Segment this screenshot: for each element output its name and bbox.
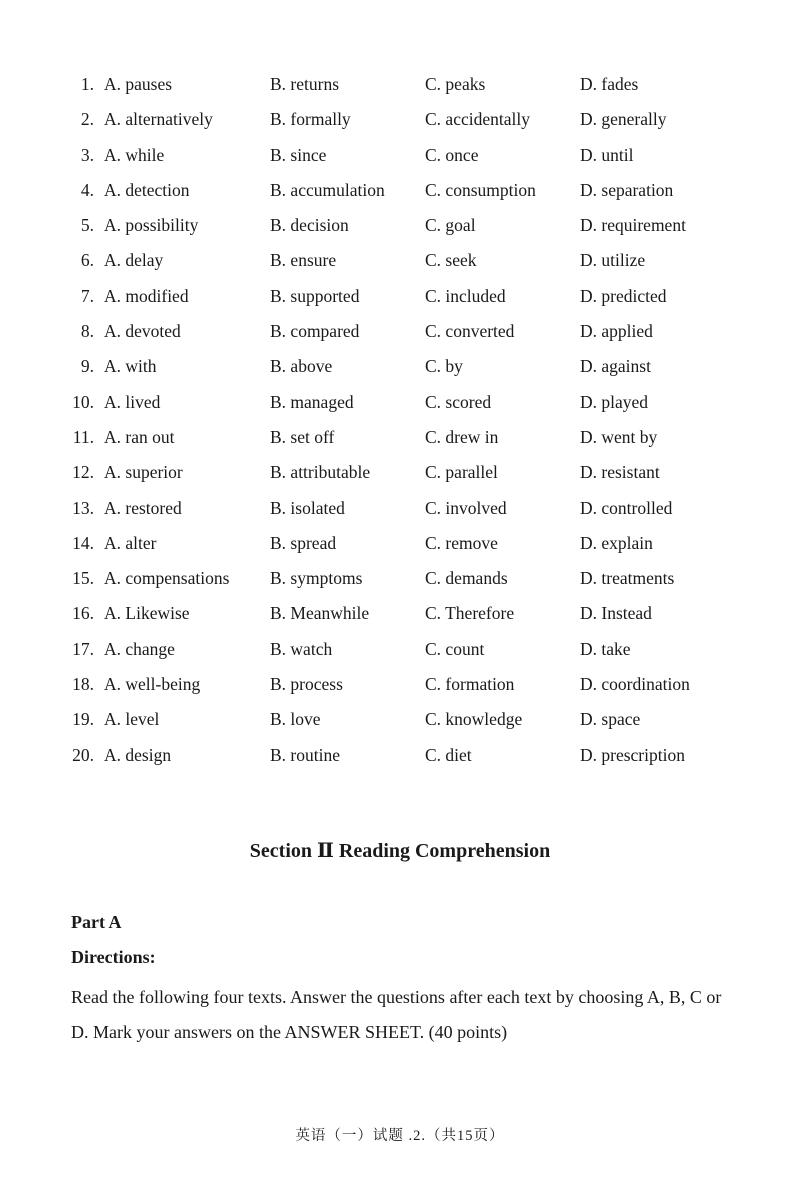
answer-options-list	[0, 67, 800, 773]
question-row	[0, 596, 800, 631]
question-row	[0, 173, 800, 208]
question-number: 5.	[80, 215, 94, 236]
option-b: B. decision	[270, 215, 349, 236]
option-b: B. formally	[270, 109, 351, 130]
option-c: C. converted	[425, 321, 515, 342]
option-c: C. seek	[425, 250, 477, 271]
option-b: B. isolated	[270, 497, 345, 518]
option-b: B. set off	[270, 426, 335, 447]
page-footer: 英语（一）试题 .2.（共15页）	[295, 1128, 505, 1144]
option-b: B. process	[270, 674, 343, 695]
option-a: A. alternatively	[104, 109, 213, 130]
question-row	[0, 491, 800, 526]
question-row	[0, 455, 800, 490]
question-number: 3.	[80, 144, 94, 165]
option-b: B. attributable	[270, 462, 371, 483]
option-c: C. accidentally	[425, 109, 530, 130]
question-number: 14.	[72, 532, 94, 553]
option-b: B. routine	[270, 744, 340, 765]
question-number: 18.	[72, 674, 94, 695]
question-row	[0, 738, 800, 773]
option-a: A. well-being	[104, 674, 201, 695]
option-d: D. resistant	[580, 462, 660, 483]
option-d: D. requirement	[580, 215, 686, 236]
option-b: B. symptoms	[270, 568, 363, 589]
option-d: D. treatments	[580, 568, 675, 589]
question-row	[0, 420, 800, 455]
question-row	[0, 314, 800, 349]
directions-label: Directions:	[71, 947, 156, 967]
option-c: C. peaks	[425, 74, 486, 94]
part-heading: Part A	[71, 912, 122, 932]
question-row	[0, 243, 800, 278]
option-a: A. possibility	[104, 215, 199, 236]
option-d: D. against	[580, 356, 651, 377]
option-a: A. compensations	[104, 568, 230, 589]
question-row	[0, 385, 800, 420]
question-number: 8.	[80, 321, 94, 342]
option-b: B. compared	[270, 321, 360, 342]
option-c: C. diet	[425, 744, 472, 765]
option-d: D. until	[580, 144, 634, 165]
option-c: C. demands	[425, 568, 508, 589]
question-row	[0, 208, 800, 243]
option-a: A. modified	[104, 285, 189, 306]
option-a: A. level	[104, 709, 160, 730]
option-a: A. ran out	[104, 426, 175, 447]
question-number: 9.	[80, 356, 94, 377]
option-a: A. Likewise	[104, 603, 190, 624]
question-number: 16.	[72, 603, 94, 624]
option-c: C. once	[425, 144, 479, 165]
option-a: A. detection	[104, 179, 190, 200]
section-title: Section Ⅱ Reading Comprehension	[249, 840, 551, 862]
question-number: 4.	[80, 179, 94, 200]
option-a: A. with	[104, 356, 157, 377]
option-b: B. love	[270, 709, 321, 730]
option-b: B. managed	[270, 391, 354, 412]
option-d: D. fades	[580, 74, 639, 94]
question-row	[0, 102, 800, 137]
option-a: A. devoted	[104, 321, 181, 342]
option-d: D. coordination	[580, 674, 690, 695]
option-a: A. design	[104, 744, 172, 765]
option-c: C. count	[425, 638, 485, 659]
option-a: A. lived	[104, 391, 161, 412]
option-d: D. controlled	[580, 497, 673, 518]
option-b: B. since	[270, 144, 327, 165]
question-row	[0, 279, 800, 314]
question-number: 6.	[80, 250, 94, 271]
option-b: B. watch	[270, 638, 333, 659]
option-a: A. restored	[104, 497, 182, 518]
option-a: A. delay	[104, 250, 164, 271]
question-row	[0, 526, 800, 561]
option-d: D. space	[580, 709, 641, 730]
option-c: C. parallel	[425, 462, 498, 483]
question-row	[0, 632, 800, 667]
option-c: C. knowledge	[425, 709, 523, 730]
question-number: 7.	[80, 285, 94, 306]
option-d: D. generally	[580, 109, 667, 130]
option-c: C. remove	[425, 532, 498, 553]
question-number: 19.	[72, 709, 94, 730]
option-d: D. explain	[580, 532, 653, 553]
option-c: C. scored	[425, 391, 492, 412]
question-number: 10.	[72, 391, 94, 412]
question-row	[0, 667, 800, 702]
question-number: 11.	[72, 426, 94, 447]
option-c: C. by	[425, 356, 463, 377]
question-row	[0, 702, 800, 737]
option-d: D. played	[580, 391, 649, 412]
option-b: B. above	[270, 356, 333, 377]
option-d: D. take	[580, 638, 631, 659]
option-d: D. separation	[580, 179, 674, 200]
question-number: 13.	[72, 497, 94, 518]
option-d: D. Instead	[580, 603, 652, 624]
directions-text: Read the following four texts. Answer the questions after each text by choosing A, B, C or D. Mark your answers on the ANSWER SHEET. (40 points)	[71, 987, 722, 1042]
question-number: 1.	[80, 74, 94, 94]
question-number: 17.	[72, 638, 94, 659]
option-c: C. formation	[425, 674, 515, 695]
option-d: D. utilize	[580, 250, 646, 271]
option-b: B. supported	[270, 285, 360, 306]
option-b: B. spread	[270, 532, 337, 553]
option-d: D. prescription	[580, 744, 685, 765]
option-c: C. goal	[425, 215, 476, 236]
question-row	[0, 67, 800, 102]
question-row	[0, 349, 800, 384]
question-number: 20.	[72, 744, 94, 765]
option-c: C. drew in	[425, 426, 499, 447]
option-c: C. involved	[425, 497, 507, 518]
option-c: C. Therefore	[425, 603, 515, 624]
option-d: D. predicted	[580, 285, 667, 306]
option-b: B. Meanwhile	[270, 603, 370, 624]
option-c: C. consumption	[425, 179, 536, 200]
option-a: A. pauses	[104, 74, 173, 94]
question-row	[0, 561, 800, 596]
question-number: 15.	[72, 568, 94, 589]
option-b: B. ensure	[270, 250, 337, 271]
question-number: 2.	[80, 109, 94, 130]
option-c: C. included	[425, 285, 506, 306]
option-a: A. superior	[104, 462, 183, 483]
question-row	[0, 138, 800, 173]
option-b: B. accumulation	[270, 179, 385, 200]
option-d: D. applied	[580, 321, 653, 342]
option-a: A. alter	[104, 532, 157, 553]
option-a: A. change	[104, 638, 175, 659]
option-d: D. went by	[580, 426, 658, 447]
option-b: B. returns	[270, 74, 340, 94]
question-number: 12.	[72, 462, 94, 483]
option-a: A. while	[104, 144, 165, 165]
